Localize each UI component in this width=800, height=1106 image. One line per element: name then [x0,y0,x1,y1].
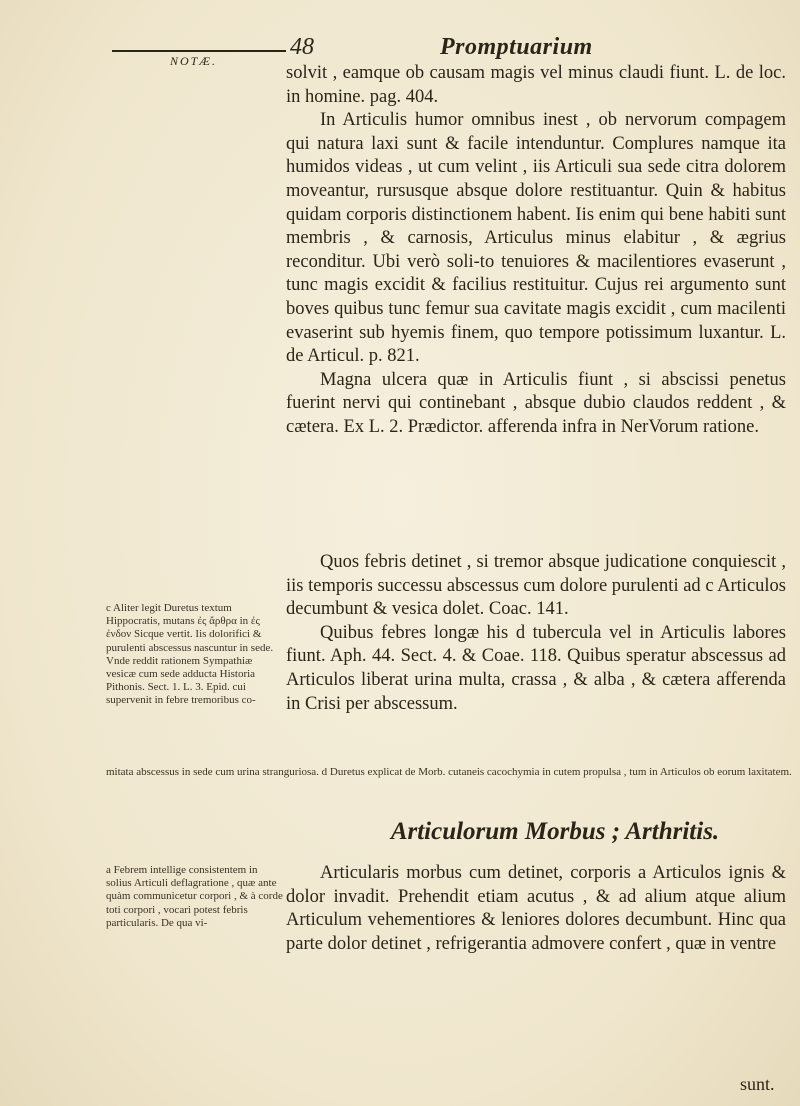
margin-note-a [106,864,284,930]
main-text-lower [286,862,786,956]
margin-note-text: c Aliter legit Duretus textum Hippocratis, mutans ἐς ἄρθρα in ἐς ἐνδον Sicque vertit. Iis dolorifici & purulenti abscessus nascuntur in sede. Vnde reddit rationem Sympathiæ vesicæ cum sede adducta Historia Pithonis. Sect. 1. L. 3. Epid. cui supervenit in febre tremoribus co- [106,602,274,707]
page-number: 48 [290,34,314,60]
main-text-middle [286,551,786,716]
margin-note-c [106,602,284,708]
footnote-text: mitata abscessus in sede cum urina stranguriosa. d Duretus explicat de Morb. cutaneis cacochymia in cutem propulsa , tum in Articulos ob eorum laxitatem. [106,766,792,778]
notes-label: NOTÆ. [170,54,218,68]
main-text-upper [286,62,786,440]
paragraph-articularis-morbus: Articularis morbus cum detinet, corporis a Articulos ignis & dolor invadit. Prehendit etiam acutus , & ad alium atque alium Articulum vehementiores & leniores dolores decumbunt. Hinc qua parte dolor detinet , refrigerantia admovere confert , quæ in ventre [286,863,786,954]
paragraph-quos-febris: Quos febris detinet , si tremor absque judicatione conquiescit , iis temporis successu abscessus cum dolore purulenti ad c Articulos decumbunt & vesica dolet. Coac. 141. [286,552,786,620]
catchword: sunt. [740,1074,775,1094]
footnote-continuation [106,766,792,779]
paragraph-articulis-humor: In Articulis humor omnibus inest , ob nervorum compagem qui natura laxi sunt & facile intenduntur. Complures namque ita humidos videas , ut cum velint , iis Articuli sua sede citra dolorem moveantur, rursusque absque dolore restituantur. Quin & habitus quidam corporis distinctionem habent. Iis enim qui bene habiti sunt membris , & carnosis, Articulus minus elabitur , & ægrius reconditur. Ubi verò soli-to tenuiores & macilentiores evaserunt , tunc magis excidit & facilius restituitur. Cujus rei argumento sunt boves quibus tunc femur sua cavitate magis excidit , cum macilenti evaserint sub hyemis finem, quo tempore potissimum luxantur. L. de Articul. p. 821. [286,110,786,367]
paragraph-continuation: solvit , eamque ob causam magis vel minus claudi fiunt. L. de loc. in homine. pag. 404. [286,63,786,107]
margin-note-text: a Febrem intellige consistentem in solius Articuli deflagratione , quæ ante quàm communicetur corpori , & à corde toti corpori , vocari potest febris particularis. De qua vi- [106,864,283,929]
section-heading: Articulorum Morbus ; Arthritis. [390,818,720,845]
running-title: Promptuarium [440,34,593,60]
paragraph-quibus-febres: Quibus febres longæ his d tubercula vel in Articulis labores fiunt. Aph. 44. Sect. 4. & Coae. 118. Quibus speratur abscessus ad Articulos liberat urina multa, crassa , & alba , & cætera afferenda in Crisi per abscessum. [286,622,786,714]
paragraph-magna-ulcera: Magna ulcera quæ in Articulis fiunt , si abscissi penetus fuerint nervi qui continebant , absque dubio claudos reddent , & cætera. Ex L. 2. Prædictor. afferenda infra in NerVorum ratione. [286,369,786,437]
header-rule [112,50,286,52]
